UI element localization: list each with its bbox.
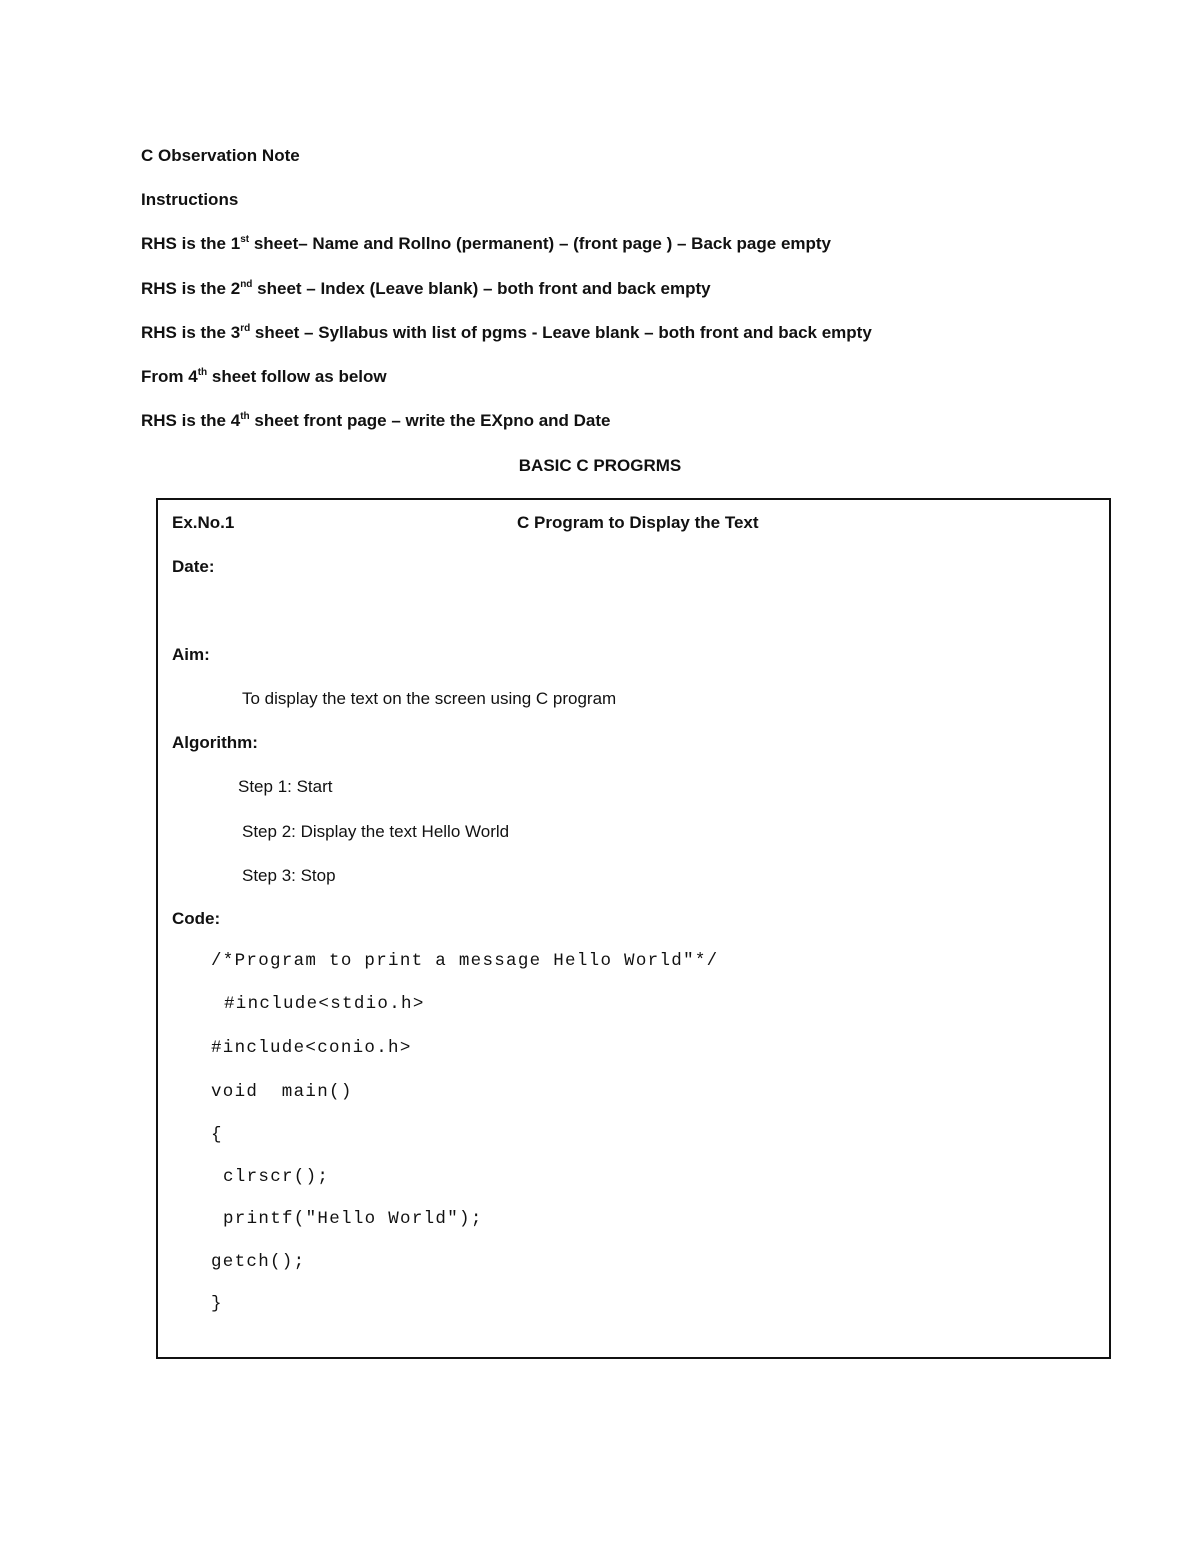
instruction-line: RHS is the 4th sheet front page – write the EXpno and Date <box>141 411 611 430</box>
code-line: #include<conio.h> <box>211 1038 412 1058</box>
code-line: #include<stdio.h> <box>224 994 425 1014</box>
date-label: Date: <box>172 557 215 576</box>
instruction-line: RHS is the 2nd sheet – Index (Leave blank) – both front and back empty <box>141 279 711 298</box>
experiment-title: C Program to Display the Text <box>517 513 759 532</box>
algorithm-step: Step 2: Display the text Hello World <box>242 822 510 841</box>
code-line: void main() <box>211 1082 353 1102</box>
code-line: /*Program to print a message Hello World"*/ <box>211 951 719 971</box>
instructions-heading: Instructions <box>141 190 239 209</box>
code-line: getch(); <box>211 1252 306 1272</box>
code-line: { <box>211 1125 223 1145</box>
section-title: BASIC C PROGRMS <box>518 456 682 475</box>
code-line: } <box>211 1294 223 1314</box>
algorithm-step: Step 3: Stop <box>242 866 336 885</box>
instruction-line: RHS is the 3rd sheet – Syllabus with list of pgms - Leave blank – both front and back empty <box>141 323 872 342</box>
experiment-number: Ex.No.1 <box>172 513 235 532</box>
page-title: C Observation Note <box>141 146 300 165</box>
aim-text: To display the text on the screen using C program <box>242 689 617 708</box>
algorithm-step: Step 1: Start <box>238 777 333 796</box>
experiment-box <box>156 498 1111 1359</box>
code-line: clrscr(); <box>223 1167 330 1187</box>
instruction-line: RHS is the 1st sheet– Name and Rollno (permanent) – (front page ) – Back page empty <box>141 234 832 253</box>
aim-label: Aim: <box>172 645 210 664</box>
code-line: printf("Hello World"); <box>223 1209 483 1229</box>
code-label: Code: <box>172 909 221 928</box>
instruction-line: From 4th sheet follow as below <box>141 367 387 386</box>
algorithm-label: Algorithm: <box>172 733 258 752</box>
